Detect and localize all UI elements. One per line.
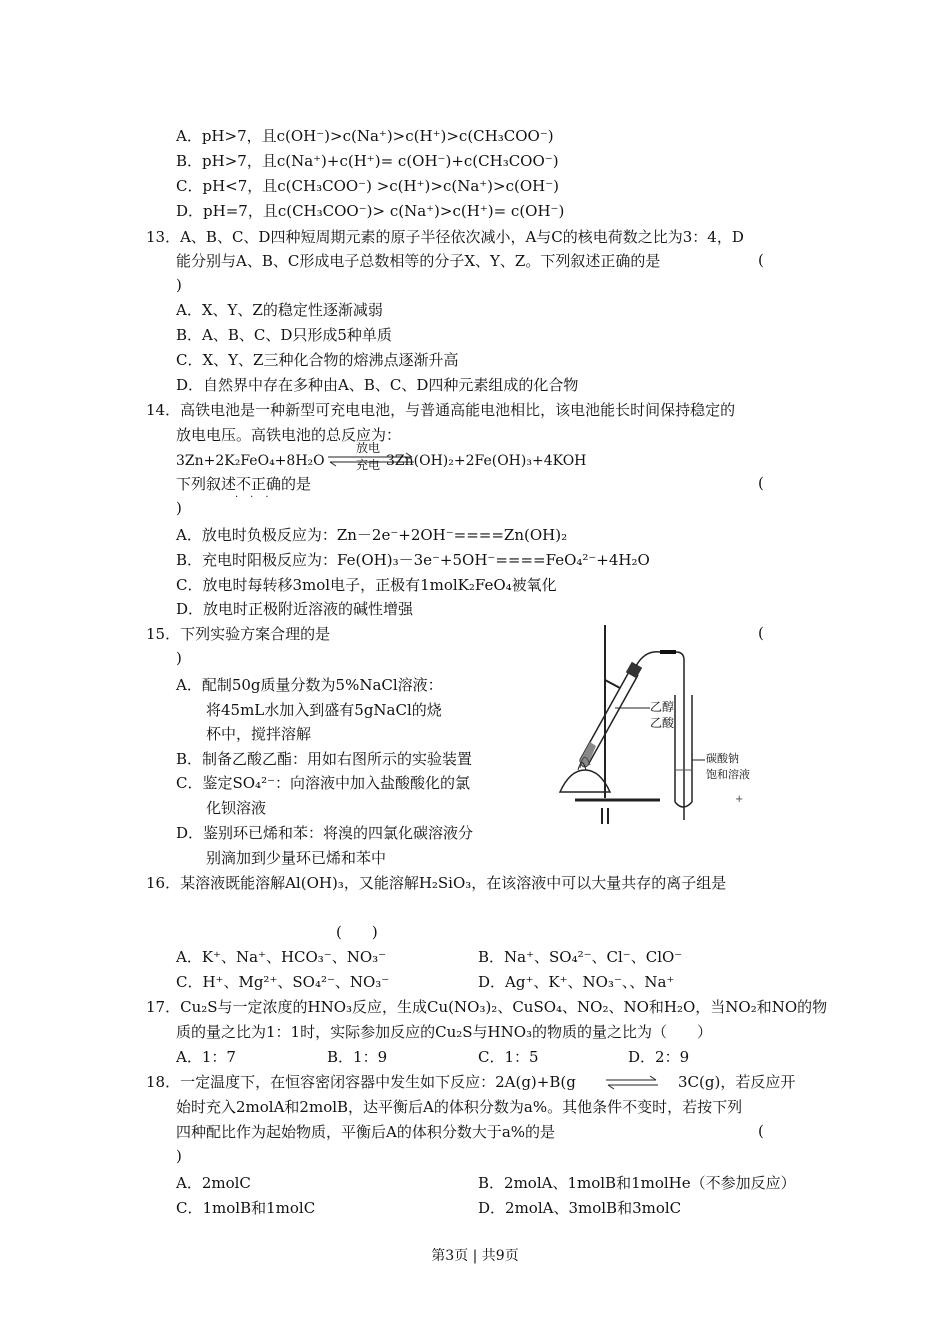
page-footer: 第3页 | 共9页 xyxy=(431,1248,519,1264)
q18-paren-open: ( xyxy=(758,1122,764,1140)
q14-equation-left: 3Zn+2K₂FeO₄+8H₂O xyxy=(176,453,325,469)
label-sodium-carbonate: 碳酸钠 xyxy=(706,752,739,765)
q12-option-d: D．pH=7，且c(CH₃COO⁻)> c(Na⁺)>c(H⁺)= c(OH⁻) xyxy=(176,202,565,220)
q17-option-b: B．1：9 xyxy=(327,1048,388,1066)
q15-option-b: B．制备乙酸乙酯：用如右图所示的实验装置 xyxy=(176,750,473,768)
q18-option-d: D．2molA、3molB和3molC xyxy=(478,1199,682,1217)
q15-paren-close: ) xyxy=(176,649,182,667)
q14-equation-discharge: 放电 xyxy=(356,441,381,455)
q17-option-a: A．1：7 xyxy=(176,1048,236,1066)
q18-option-c: C．1molB和1molC xyxy=(176,1199,316,1217)
q14-option-c: C．放电时每转移3mol电子，正极有1molK₂FeO₄被氧化 xyxy=(176,576,557,594)
q17-stem-line2: 质的量之比为1：1时，实际参加反应的Cu₂S与HNO₃的物质的量之比为（ ） xyxy=(176,1023,713,1041)
label-acetic-acid: 乙酸 xyxy=(650,716,675,730)
q14-option-a: A．放电时负极反应为：Zn－2e⁻+2OH⁻====Zn(OH)₂ xyxy=(176,526,568,544)
q14-paren-close: ) xyxy=(176,499,182,517)
q13-stem-line1: 13．A、B、C、D四种短周期元素的原子半径依次减小，A与C的核电荷数之比为3：4，D xyxy=(146,228,744,246)
q14-equation-charge: 充电 xyxy=(356,458,381,472)
q14-option-b: B．充电时阳极反应为：Fe(OH)₃－3e⁻+5OH⁻====FeO₄²⁻+4H₂O xyxy=(176,551,650,569)
q14-paren-open: ( xyxy=(758,474,764,492)
q14-stem-line2: 放电电压。高铁电池的总反应为： xyxy=(176,426,402,444)
q15-option-a-line1: A．配制50g质量分数为5%NaCl溶液： xyxy=(176,676,443,694)
label-saturated-solution: 饱和溶液 xyxy=(706,768,750,781)
q15-option-c-line2: 化钡溶液 xyxy=(206,799,267,817)
q16-option-c: C．H⁺、Mg²⁺、SO₄²⁻、NO₃⁻ xyxy=(176,973,390,991)
q18-stem-line3: 四种配比作为起始物质，平衡后A的体积分数大于a%的是 xyxy=(176,1123,556,1141)
q16-option-b: B．Na⁺、SO₄²⁻、Cl⁻、ClO⁻ xyxy=(478,948,683,966)
q14-stem-line3: 下列叙述不正确的是 xyxy=(176,475,312,493)
esterification-apparatus-figure xyxy=(520,620,760,825)
q18-stem-line1a: 18．一定温度下，在恒容密闭容器中发生如下反应：2A(g)+B(g xyxy=(146,1073,576,1091)
q13-stem-line2: 能分别与A、B、C形成电子总数相等的分子X、Y、Z。下列叙述正确的是 xyxy=(176,252,661,270)
q18-stem-line2: 始时充入2molA和2molB，达平衡后A的体积分数为a%。其他条件不变时，若按下列 xyxy=(176,1098,743,1116)
q12-option-c: C．pH<7，且c(CH₃COO⁻) >c(H⁺)>c(Na⁺)>c(OH⁻) xyxy=(176,177,560,195)
q17-option-c: C．1：5 xyxy=(478,1048,539,1066)
q15-option-d-line1: D．鉴别环已烯和苯：将溴的四氯化碳溶液分 xyxy=(176,824,474,842)
q14-equation-right: 3Zn(OH)₂+2Fe(OH)₃+4KOH xyxy=(386,453,587,469)
q13-option-a: A．X、Y、Z的稳定性逐渐减弱 xyxy=(176,301,383,319)
svg-text:+: + xyxy=(735,794,744,805)
q12-option-b: B．pH>7，且c(Na⁺)+c(H⁺)= c(OH⁻)+c(CH₃COO⁻) xyxy=(176,152,559,170)
q16-option-a: A．K⁺、Na⁺、HCO₃⁻、NO₃⁻ xyxy=(176,948,387,966)
q16-stem: 16．某溶液既能溶解Al(OH)₃，又能溶解H₂SiO₃，在该溶液中可以大量共存的离子组是 xyxy=(146,874,727,892)
label-ethanol: 乙醇 xyxy=(650,700,675,714)
q15-option-a-line3: 杯中，搅拌溶解 xyxy=(206,725,312,743)
q12-option-a: A．pH>7，且c(OH⁻)>c(Na⁺)>c(H⁺)>c(CH₃COO⁻) xyxy=(176,127,554,145)
q15-option-a-line2: 将45mL水加入到盛有5gNaCl的烧 xyxy=(206,701,442,719)
equilibrium-arrow-icon xyxy=(604,1075,660,1091)
q15-stem: 15．下列实验方案合理的是 xyxy=(146,625,331,643)
q15-paren-open: ( xyxy=(758,624,764,642)
emphasis-dots: ·​·​· xyxy=(235,492,281,503)
q15-option-c-line1: C．鉴定SO₄²⁻：向溶液中加入盐酸酸化的氯 xyxy=(176,774,470,792)
q13-paren-close: ) xyxy=(176,276,182,294)
q17-option-d: D．2：9 xyxy=(628,1048,690,1066)
q18-option-b: B．2molA、1molB和1molHe（不参加反应） xyxy=(478,1174,796,1192)
q13-option-b: B．A、B、C、D只形成5种单质 xyxy=(176,326,392,344)
q17-stem-line1: 17．Cu₂S与一定浓度的HNO₃反应，生成Cu(NO₃)₂、CuSO₄、NO₂、NO和H₂O，当NO₂和NO的物 xyxy=(146,998,828,1016)
q18-option-a: A．2molC xyxy=(176,1174,251,1192)
q13-option-c: C．X、Y、Z三种化合物的熔沸点逐渐升高 xyxy=(176,351,459,369)
q16-paren: ( ) xyxy=(336,923,378,941)
q13-paren-open: ( xyxy=(758,251,764,269)
q15-option-d-line2: 别滴加到少量环已烯和苯中 xyxy=(206,849,387,867)
q13-option-d: D．自然界中存在多种由A、B、C、D四种元素组成的化合物 xyxy=(176,376,579,394)
q14-stem-line1: 14．高铁电池是一种新型可充电电池，与普通高能电池相比，该电池能长时间保持稳定的 xyxy=(146,401,736,419)
q18-stem-line1b: 3C(g)，若反应开 xyxy=(678,1073,796,1091)
q16-option-d: D．Ag⁺、K⁺、NO₃⁻、、Na⁺ xyxy=(478,973,675,991)
q14-option-d: D．放电时正极附近溶液的碱性增强 xyxy=(176,600,414,618)
q18-paren-close: ) xyxy=(176,1147,182,1165)
